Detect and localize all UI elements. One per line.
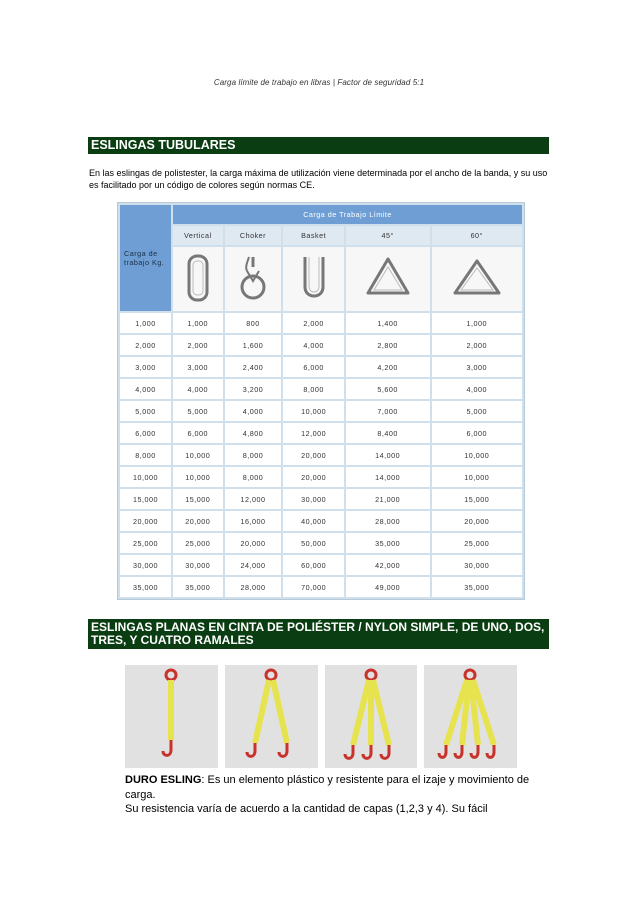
table-row: [120, 379, 522, 399]
table-cell: 24,000: [225, 555, 282, 575]
page-caption: Carga límite de trabajo en libras | Factor de seguridad 5:1: [213, 78, 425, 87]
side-header-label: Carga de trabajo Kg.: [124, 249, 165, 267]
table-cell: 10,000: [120, 467, 171, 487]
table-cell: 4,000: [283, 335, 343, 355]
table-cell: 20,000: [283, 445, 343, 465]
table-cell: 800: [225, 313, 282, 333]
45-degree-sling-icon: [346, 247, 430, 311]
table-cell: 35,000: [120, 577, 171, 597]
table-row: [120, 555, 522, 575]
table-cell: 8,000: [225, 467, 282, 487]
two-leg-sling-photo: [225, 665, 318, 768]
table-cell: 1,000: [120, 313, 171, 333]
vertical-sling-icon: [173, 247, 223, 311]
duro-esling-description: [125, 773, 545, 817]
table-cell: 25,000: [120, 533, 171, 553]
duro-esling-line2: Su resistencia varía de acuerdo a la cantidad de capas (1,2,3 y 4). Su fácil: [125, 803, 488, 815]
choker-sling-icon: [225, 247, 282, 311]
table-cell: 2,000: [283, 313, 343, 333]
table-cell: 3,000: [432, 357, 522, 377]
table-cell: 30,000: [173, 555, 223, 575]
duro-esling-text: : Es un elemento plástico y resistente para el izaje y movimiento de carga.: [125, 774, 530, 801]
table-cell: 35,000: [173, 577, 223, 597]
table-row: [120, 533, 522, 553]
60-degree-sling-icon: [432, 247, 522, 311]
table-cell: 8,000: [225, 445, 282, 465]
section-title-tubulares: ESLINGAS TUBULARES: [88, 137, 549, 154]
table-row: [120, 313, 522, 333]
table-row: [120, 467, 522, 487]
table-cell: 6,000: [283, 357, 343, 377]
table-cell: 5,000: [120, 401, 171, 421]
table-cell: 8,000: [283, 379, 343, 399]
table-cell: 5,000: [432, 401, 522, 421]
table-cell: 4,000: [225, 401, 282, 421]
col-header-vertical: Vertical: [173, 226, 223, 245]
table-cell: 20,000: [173, 511, 223, 531]
col-header-45: 45°: [346, 226, 430, 245]
table-cell: 1,000: [173, 313, 223, 333]
table-cell: 49,000: [346, 577, 430, 597]
table-cell: 40,000: [283, 511, 343, 531]
table-cell: 4,000: [432, 379, 522, 399]
table-cell: 8,400: [346, 423, 430, 443]
table-cell: 14,000: [346, 467, 430, 487]
table-row: [120, 401, 522, 421]
table-row: [120, 423, 522, 443]
table-cell: 8,000: [120, 445, 171, 465]
table-row: [120, 511, 522, 531]
section-title-planas: ESLINGAS PLANAS EN CINTA DE POLIÉSTER / NYLON SIMPLE, DE UNO, DOS, TRES, Y CUATRO RAMALES: [88, 619, 549, 649]
table-row: [120, 445, 522, 465]
table-cell: 2,800: [346, 335, 430, 355]
table-cell: 1,000: [432, 313, 522, 333]
table-cell: 10,000: [432, 467, 522, 487]
sling-photo-row: [125, 665, 517, 768]
table-cell: 42,000: [346, 555, 430, 575]
table-cell: 35,000: [432, 577, 522, 597]
table-cell: 14,000: [346, 445, 430, 465]
table-cell: 3,000: [120, 357, 171, 377]
table-cell: 28,000: [346, 511, 430, 531]
table-cell: 15,000: [173, 489, 223, 509]
col-header-choker: Choker: [225, 226, 282, 245]
table-cell: 10,000: [173, 467, 223, 487]
table-cell: 15,000: [120, 489, 171, 509]
table-cell: 25,000: [173, 533, 223, 553]
table-cell: 20,000: [120, 511, 171, 531]
table-cell: 10,000: [173, 445, 223, 465]
table-cell: 5,000: [173, 401, 223, 421]
table-cell: 1,400: [346, 313, 430, 333]
table-cell: 30,000: [283, 489, 343, 509]
table-cell: 30,000: [432, 555, 522, 575]
table-cell: 50,000: [283, 533, 343, 553]
table-cell: 7,000: [346, 401, 430, 421]
basket-sling-icon: [283, 247, 343, 311]
table-cell: 25,000: [432, 533, 522, 553]
table-row: [120, 577, 522, 597]
table-cell: 30,000: [120, 555, 171, 575]
table-cell: 2,000: [173, 335, 223, 355]
table-cell: 21,000: [346, 489, 430, 509]
table-cell: 20,000: [283, 467, 343, 487]
side-header: [120, 205, 171, 311]
col-header-basket: Basket: [283, 226, 343, 245]
table-cell: 1,600: [225, 335, 282, 355]
table-cell: 12,000: [225, 489, 282, 509]
table-cell: 70,000: [283, 577, 343, 597]
table-cell: 60,000: [283, 555, 343, 575]
table-cell: 20,000: [225, 533, 282, 553]
table-cell: 4,000: [173, 379, 223, 399]
four-leg-sling-photo: [424, 665, 517, 768]
table-row: [120, 489, 522, 509]
one-leg-sling-photo: [125, 665, 218, 768]
section-intro: En las eslingas de polistester, la carga máxima de utilización viene determinada por el ancho de la banda, y su uso es facilitado por un código de colores según normas CE.: [89, 168, 548, 190]
table-cell: 3,000: [173, 357, 223, 377]
group-header: Carga de Trabajo Límite: [173, 205, 522, 224]
table-cell: 6,000: [432, 423, 522, 443]
three-leg-sling-photo: [325, 665, 418, 768]
duro-esling-label: DURO ESLING: [125, 774, 202, 786]
table-cell: 12,000: [283, 423, 343, 443]
table-cell: 5,600: [346, 379, 430, 399]
col-header-60: 60°: [432, 226, 522, 245]
table-cell: 10,000: [432, 445, 522, 465]
table-cell: 20,000: [432, 511, 522, 531]
load-table: [117, 202, 525, 600]
table-cell: 28,000: [225, 577, 282, 597]
table-row: [120, 357, 522, 377]
table-cell: 35,000: [346, 533, 430, 553]
table-cell: 2,000: [432, 335, 522, 355]
table-cell: 16,000: [225, 511, 282, 531]
table-cell: 2,000: [120, 335, 171, 355]
table-cell: 4,000: [120, 379, 171, 399]
table-cell: 10,000: [283, 401, 343, 421]
table-cell: 15,000: [432, 489, 522, 509]
table-cell: 2,400: [225, 357, 282, 377]
table-cell: 3,200: [225, 379, 282, 399]
table-row: [120, 335, 522, 355]
table-cell: 6,000: [120, 423, 171, 443]
table-cell: 4,800: [225, 423, 282, 443]
table-cell: 6,000: [173, 423, 223, 443]
table-cell: 4,200: [346, 357, 430, 377]
